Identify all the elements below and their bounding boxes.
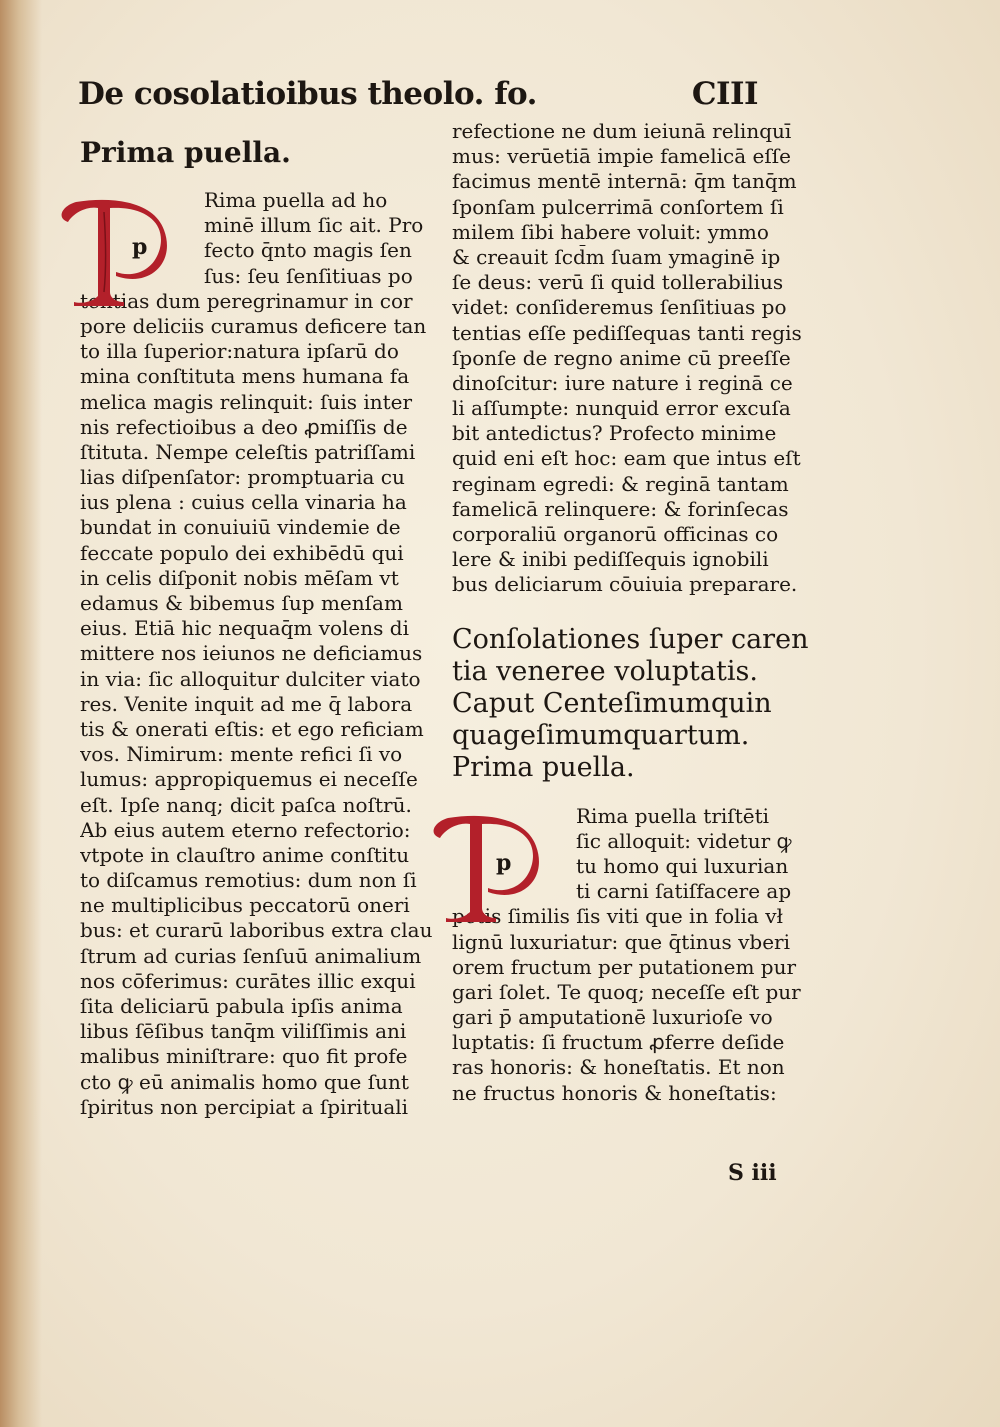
initial-guide-letter: p [496,849,512,876]
running-header [78,70,758,120]
text-line: ras honoris: & honeſtatis. Et non [452,1055,785,1080]
text-line: & creauit ſcd̄m ſuam ymaginē ip [452,244,781,269]
text-line: ti carni ſatiſfacere ap [576,879,792,904]
text-line: ſus: ſeu ſenſitiuas po [204,263,413,288]
right-rubric: Prima puella. [452,751,635,783]
text-line: mus: verūetiā impie famelicā eſſe [452,144,791,169]
text-line: tu homo qui luxurian [576,853,789,878]
text-line: ius plena : cuius cella vinaria ha [80,490,407,515]
text-line: res. Venite inquit ad me q̄ labora [80,691,413,716]
running-title [78,76,537,112]
text-line: mina conſtituta mens humana fa [80,364,410,389]
text-line: to diſcamus remotius: dum non ſi [80,868,417,893]
text-line: facimus mentē internā: q̄m tanq̄m [452,169,797,194]
text-line: milem ſibi habere voluit: ymmo [452,219,769,244]
chapter-heading-line: Caput Centeſimumquin [452,687,772,719]
text-line: libus ſēſibus tanq̄m viliſſimis ani [80,1019,407,1044]
text-line: famelicā relinquere: & forinſecas [452,496,789,521]
text-line: ſtituta. Nempe celeſtis patriſſami [80,439,416,464]
text-line: eſt. Ipſe nanq; dicit paſca noſtrū. [80,792,412,817]
text-line: orem fructum per putationem pur [452,954,797,979]
text-line: pore deliciis curamus deficere tan [80,313,427,338]
folio-abbreviation: fo. [494,76,537,112]
text-line: cto ꝙ eū animalis homo que ſunt [80,1069,409,1094]
text-line: malibus miniſtrare: quo fit profe [80,1044,408,1069]
text-line: bundat in conuiuiū vindemie de [80,515,401,540]
right-paragraph [452,804,822,1106]
text-line: bus: et curarū laboribus extra clau [80,918,433,943]
text-line: feccate populo dei exhibēdū qui [80,540,404,565]
text-line: fecto q̄nto magis ſen [204,238,412,263]
text-line: to illa ſuperior:natura ipſarū do [80,339,399,364]
text-line: luptatis: ſi fructum ꝓferre deſide [452,1030,785,1055]
text-line: eius. Etiā hic nequaq̄m volens di [80,616,409,641]
text-line: ſpiritus non percipiat a ſpirituali [80,1094,409,1119]
text-line: lumus: appropiquemus ei neceſſe [80,767,418,792]
text-line: ſponſam pulcerrimā conſortem ſi [452,194,784,219]
text-line: ſponſe de regno anime cū preeſſe [452,345,791,370]
running-title-text: De cosolatioibus theolo. [78,76,484,112]
signature-mark: S iii [728,1160,777,1186]
right-text-lines-top [452,119,822,598]
text-line: nos cōferimus: curātes illic exqui [80,968,416,993]
left-paragraph [80,188,450,1120]
text-line: lignū luxuriatur: que q̄tinus vberi [452,929,790,954]
chapter-heading-line: Conſolationes ſuper caren [452,623,809,655]
text-line: dinoſcitur: iure nature i reginā ce [452,370,793,395]
text-line: minē illum ſic ait. Pro [204,213,424,238]
left-rubric: Prima puella. [80,136,291,169]
text-line: nis refectioibus a deo ꝓmiſſis de [80,414,408,439]
left-text-lines [80,188,450,1120]
text-line: gari ſolet. Te quoq; neceſſe eſt pur [452,979,801,1004]
text-line: Rima puella triſtēti [576,803,769,828]
left-column [80,136,450,1120]
text-line: melica magis relinquit: ſuis inter [80,389,413,414]
text-line: Ab eius autem eterno refectorio: [80,817,411,842]
text-line: gari p̄ amputationē luxurioſe vo [452,1005,773,1030]
red-initial-p-icon [54,192,172,310]
text-line: tis & onerati eſtis: et ego reficiam [80,716,424,741]
text-line: in celis diſponit nobis mēſam vt [80,565,399,590]
text-line: vos. Nimirum: mente refici ſi vo [80,742,403,767]
folio-number: CIII [691,76,758,112]
text-line: lias diſpenſator: promptuaria cu [80,465,405,490]
right-column [452,119,822,1106]
text-line: ſic alloquit: videtur ꝙ [576,828,792,853]
red-initial-p-icon [426,808,544,926]
text-line: ſtrum ad curias ſenſuū animalium [80,943,422,968]
chapter-heading-line: quageſimumquartum. [452,719,750,751]
text-line: bit antedictus? Profecto minime [452,421,777,446]
text-line: petis ſimilis ſis viti que in folia vł [452,904,783,929]
text-line: videt: conſideremus ſenſitiuas po [452,295,787,320]
text-line: Rima puella ad ho [204,188,388,212]
text-line: in via: ſic alloquitur dulciter viato [80,666,421,691]
text-line: refectione ne dum ieiunā relinquī [452,119,792,143]
text-line: tentias eſſe pediſſequas tanti regis [452,320,802,345]
text-line: vtpote in clauſtro anime conſtitu [80,842,410,867]
text-line: ne fructus honoris & honeſtatis: [452,1080,777,1105]
text-line: edamus & bibemus ſup menſam [80,591,403,615]
text-line: tentias dum peregrinamur in cor [80,288,413,313]
text-line: ne multiplicibus peccatorū oneri [80,893,410,918]
initial-guide-letter: p [132,234,148,260]
text-line: lere & inibi pediſſequis ignobili [452,547,769,572]
text-line: mittere nos ieiunos ne deficiamus [80,641,423,666]
text-line: ſe deus: verū ſi quid tollerabilius [452,270,784,295]
text-line: bus deliciarum cōuiuia preparare. [452,572,798,597]
text-line: reginam egredi: & reginā tantam [452,471,789,496]
text-line: ſita deliciarū pabula ipſis anima [80,994,403,1018]
text-line: corporaliū organorū officinas co [452,522,779,546]
chapter-heading [452,624,822,752]
chapter-heading-line: tia veneree voluptatis. [452,655,758,687]
text-line: quid eni eſt hoc: eam que intus eſt [452,446,801,471]
page-gutter-shadow [0,0,42,1427]
text-line: li aſſumpte: nunquid error excuſa [452,396,791,421]
